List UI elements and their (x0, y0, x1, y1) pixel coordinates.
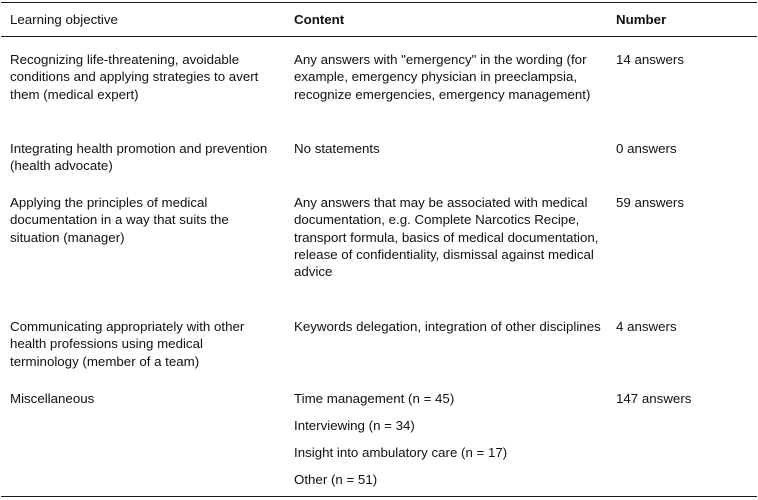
row-objective-health-advocate: Integrating health promotion and prevention (health advocate) (10, 141, 268, 174)
row-objective-manager: Applying the principles of medical documentation in a way that suits the situation (manager) (10, 195, 229, 245)
row-content-team-member: Keywords delegation, integration of other disciplines (294, 319, 601, 334)
header-number: Number (616, 12, 667, 27)
list-item: Time management (n = 45) (294, 391, 455, 406)
row-number-team-member: 4 answers (616, 319, 677, 334)
table-top-rule (1, 2, 757, 3)
row-content-medical-expert: Any answers with "emergency" in the wording (for example, emergency physician in preeclampsia, recognize emergencies, emergency management) (294, 52, 591, 102)
header-content: Content (294, 12, 345, 27)
row-objective-team-member: Communicating appropriately with other health professions using medical terminology (member of a team) (10, 319, 245, 369)
list-item: Insight into ambulatory care (n = 17) (294, 445, 508, 460)
row-number-manager: 59 answers (616, 195, 684, 210)
row-objective-medical-expert: Recognizing life-threatening, avoidable conditions and applying strategies to avert them (medical expert) (10, 52, 259, 102)
row-content-health-advocate: No statements (294, 141, 380, 156)
header-separator-rule (1, 36, 757, 37)
list-item: Other (n = 51) (294, 472, 378, 487)
table-bottom-rule (1, 496, 757, 497)
row-number-medical-expert: 14 answers (616, 52, 684, 67)
row-content-manager: Any answers that may be associated with medical documentation, e.g. Complete Narcotics Recipe, transport formula, basics of medical documentation, release of confidentiality, dismissal against medical advice (294, 195, 599, 280)
row-objective-miscellaneous: Miscellaneous (10, 391, 95, 406)
list-item: Interviewing (n = 34) (294, 418, 415, 433)
row-number-miscellaneous: 147 answers (616, 391, 692, 406)
misc-content-list (294, 390, 606, 498)
header-learning-objective: Learning objective (10, 12, 118, 27)
row-number-health-advocate: 0 answers (616, 141, 677, 156)
